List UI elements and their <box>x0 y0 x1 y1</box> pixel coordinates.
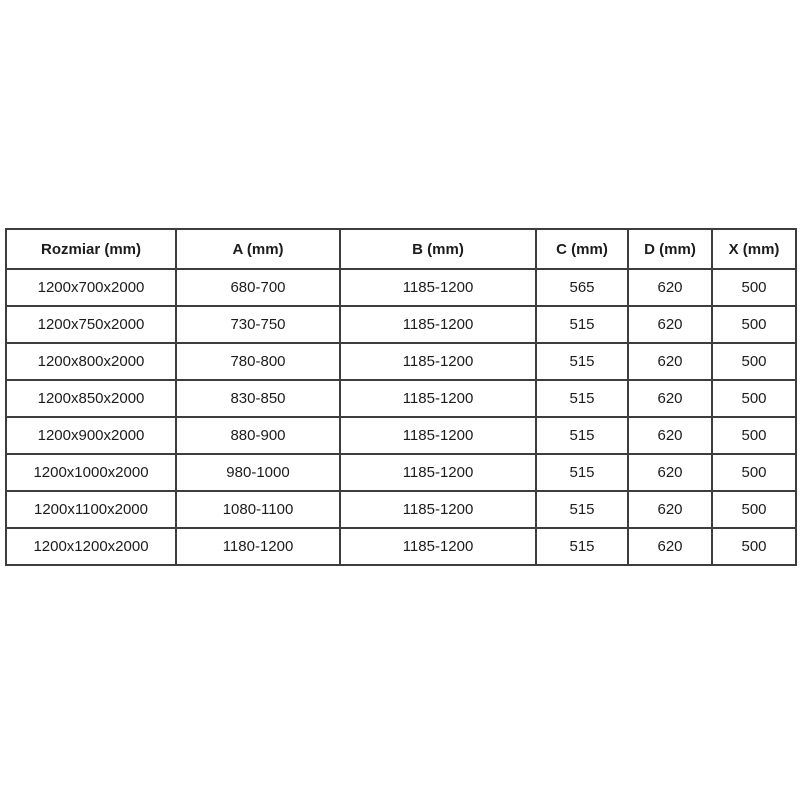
table-cell: 1185-1200 <box>340 454 536 491</box>
table-cell: 500 <box>712 454 796 491</box>
table-cell: 780-800 <box>176 343 340 380</box>
table-cell: 620 <box>628 417 712 454</box>
table-cell: 1200x1200x2000 <box>6 528 176 565</box>
dimensions-table <box>5 228 797 566</box>
table-row <box>6 306 796 343</box>
column-header: B (mm) <box>340 229 536 269</box>
table-cell: 730-750 <box>176 306 340 343</box>
table-head <box>6 229 796 269</box>
table-cell: 515 <box>536 343 628 380</box>
table-cell: 1180-1200 <box>176 528 340 565</box>
table-cell: 980-1000 <box>176 454 340 491</box>
table-cell: 515 <box>536 306 628 343</box>
table-cell: 1200x850x2000 <box>6 380 176 417</box>
table-cell: 620 <box>628 269 712 306</box>
table-cell: 500 <box>712 343 796 380</box>
table-cell: 620 <box>628 343 712 380</box>
column-header: C (mm) <box>536 229 628 269</box>
table-cell: 1185-1200 <box>340 528 536 565</box>
table-cell: 1185-1200 <box>340 269 536 306</box>
table-row <box>6 417 796 454</box>
table-cell: 500 <box>712 306 796 343</box>
table-cell: 500 <box>712 528 796 565</box>
table-cell: 515 <box>536 454 628 491</box>
table-cell: 620 <box>628 454 712 491</box>
table-cell: 1200x1100x2000 <box>6 491 176 528</box>
column-header: A (mm) <box>176 229 340 269</box>
table-row <box>6 528 796 565</box>
table-cell: 1200x800x2000 <box>6 343 176 380</box>
table-cell: 1200x900x2000 <box>6 417 176 454</box>
table-cell: 1185-1200 <box>340 491 536 528</box>
table-row <box>6 343 796 380</box>
table-body <box>6 269 796 565</box>
column-header: X (mm) <box>712 229 796 269</box>
table-cell: 500 <box>712 380 796 417</box>
table-row <box>6 380 796 417</box>
table-cell: 620 <box>628 380 712 417</box>
table-cell: 1200x1000x2000 <box>6 454 176 491</box>
table-cell: 1185-1200 <box>340 343 536 380</box>
column-header: Rozmiar (mm) <box>6 229 176 269</box>
table-cell: 515 <box>536 528 628 565</box>
table-cell: 620 <box>628 306 712 343</box>
table-cell: 500 <box>712 417 796 454</box>
header-row <box>6 229 796 269</box>
table-row <box>6 454 796 491</box>
table-cell: 680-700 <box>176 269 340 306</box>
column-header: D (mm) <box>628 229 712 269</box>
table-cell: 1185-1200 <box>340 417 536 454</box>
table-cell: 1080-1100 <box>176 491 340 528</box>
table-cell: 880-900 <box>176 417 340 454</box>
table-cell: 565 <box>536 269 628 306</box>
table-cell: 1200x700x2000 <box>6 269 176 306</box>
table-cell: 500 <box>712 269 796 306</box>
table-cell: 1200x750x2000 <box>6 306 176 343</box>
table-cell: 515 <box>536 380 628 417</box>
table-cell: 620 <box>628 491 712 528</box>
table-cell: 515 <box>536 491 628 528</box>
table-cell: 515 <box>536 417 628 454</box>
table-cell: 620 <box>628 528 712 565</box>
table-cell: 1185-1200 <box>340 306 536 343</box>
table-cell: 500 <box>712 491 796 528</box>
table-row <box>6 491 796 528</box>
table-cell: 1185-1200 <box>340 380 536 417</box>
table-cell: 830-850 <box>176 380 340 417</box>
table-row <box>6 269 796 306</box>
